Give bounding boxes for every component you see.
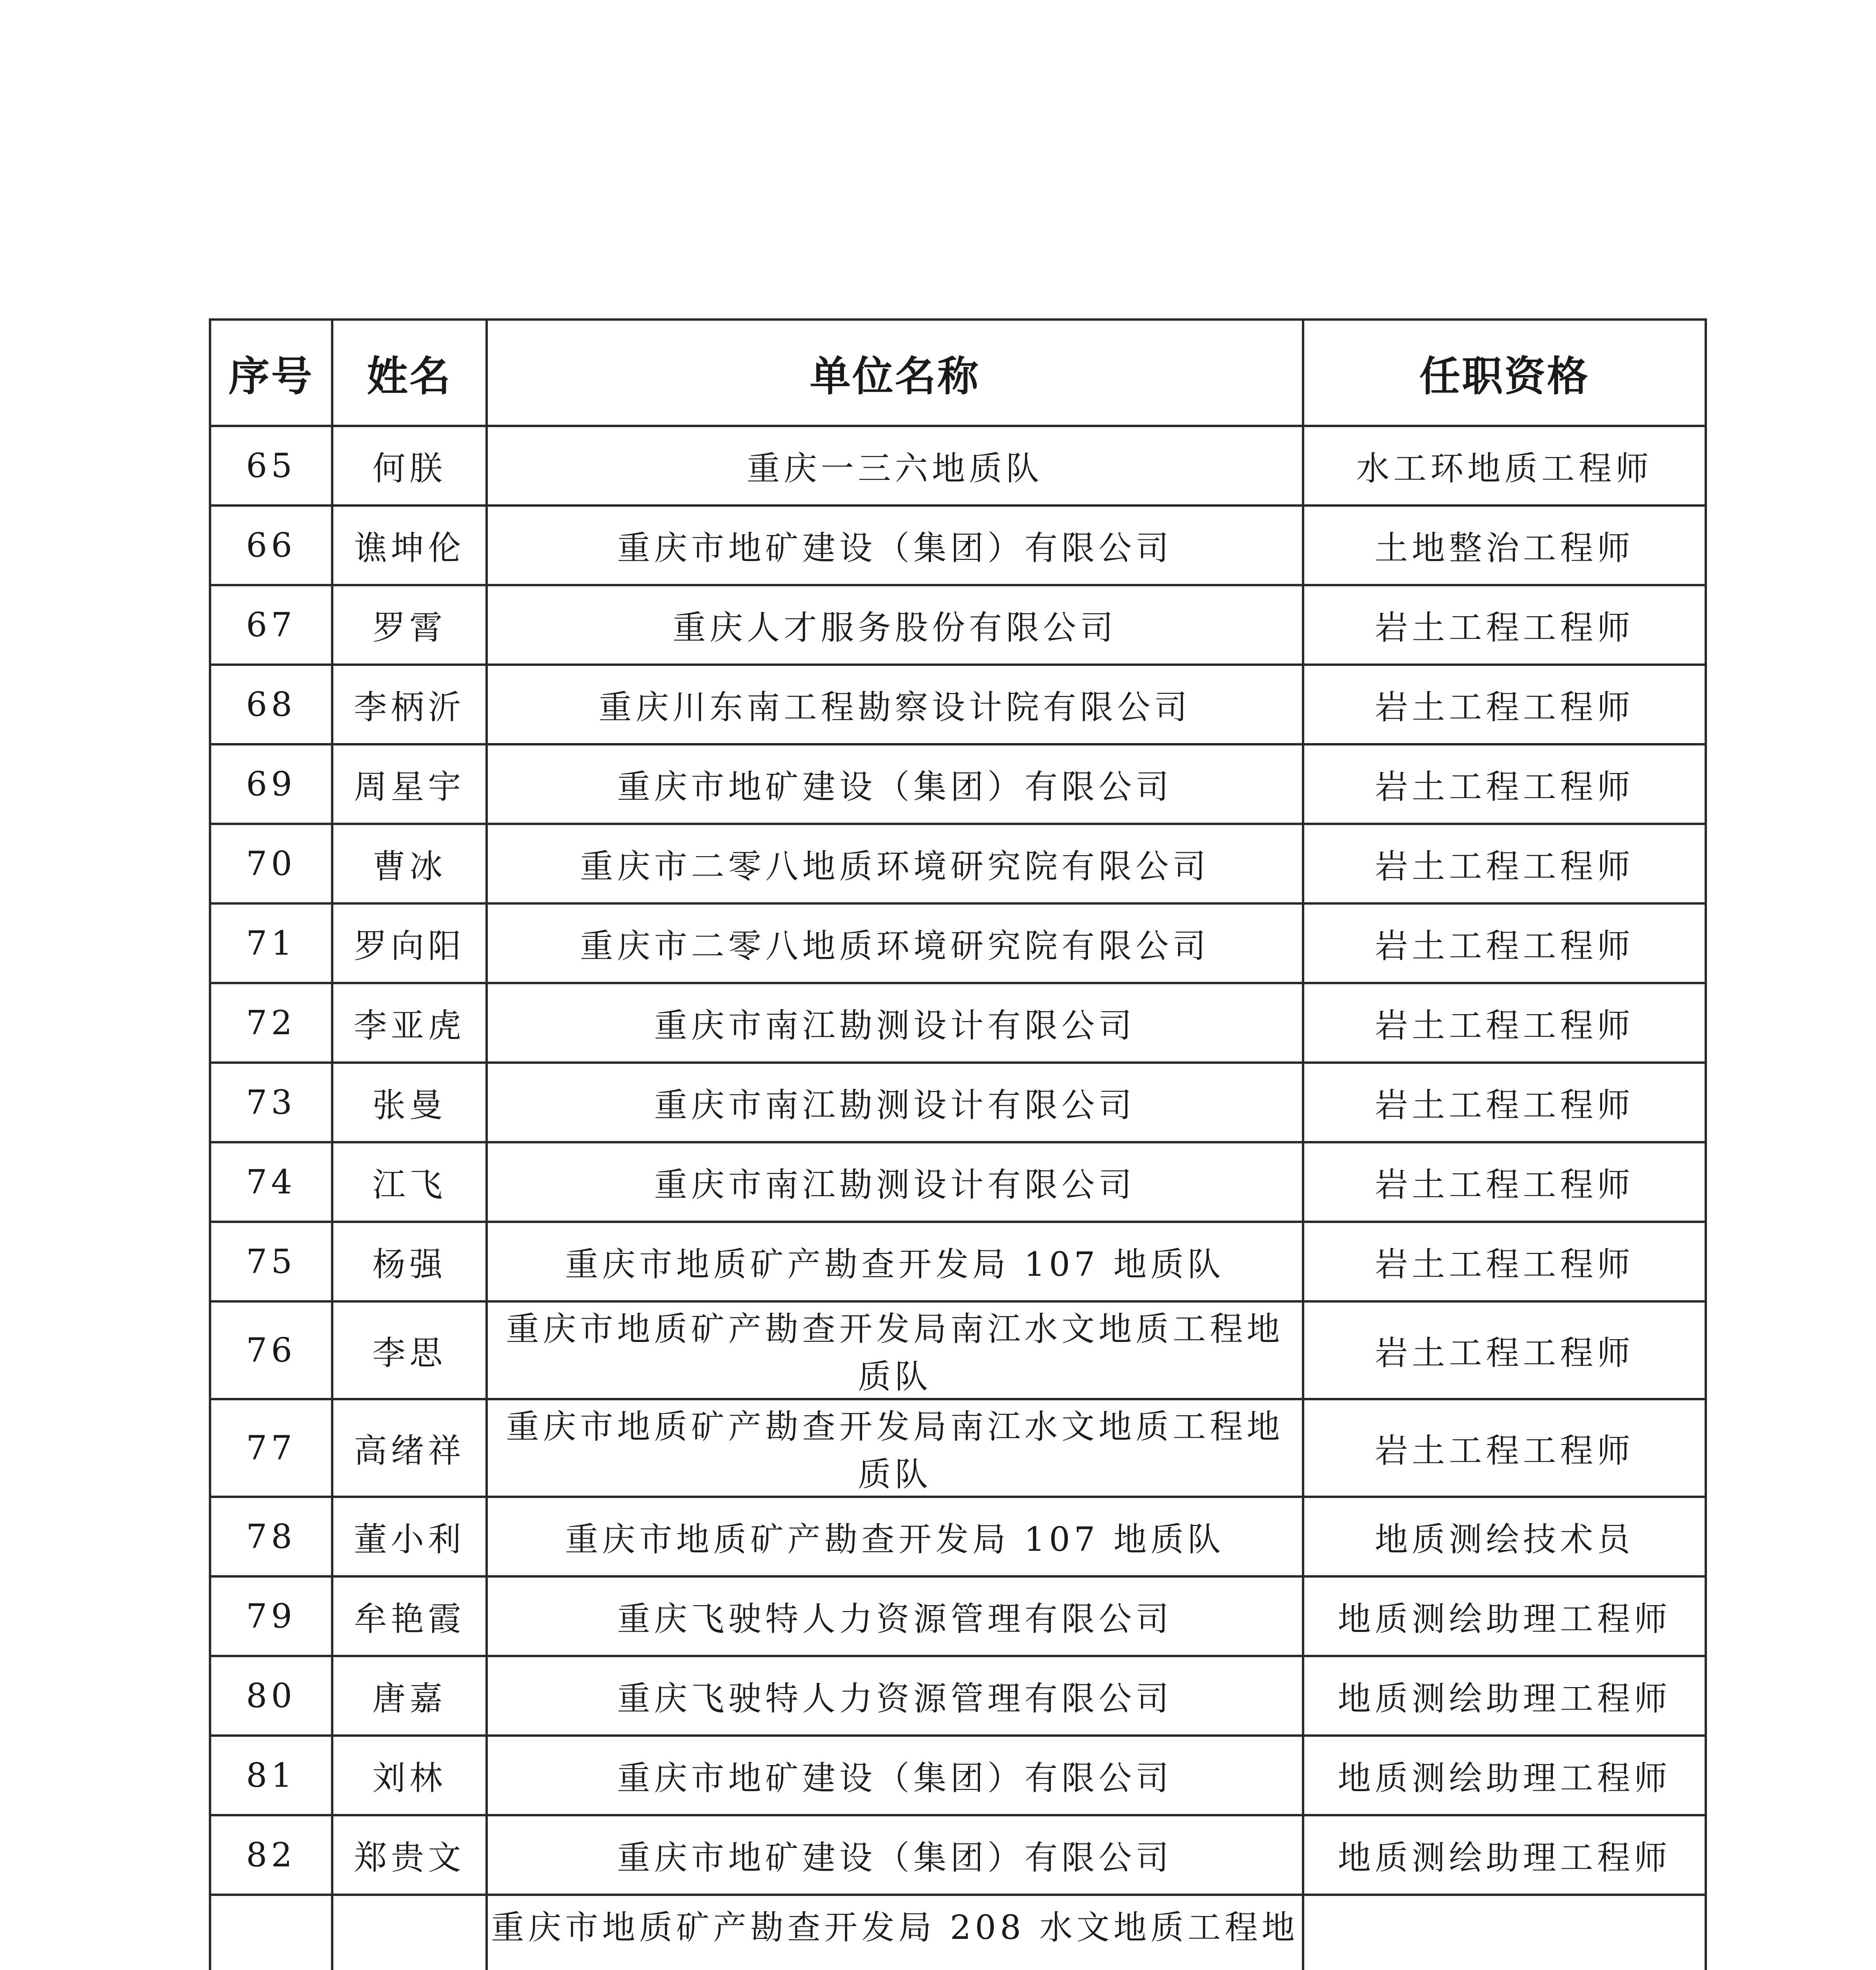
- table-body: [210, 426, 1706, 1970]
- table-row: [210, 1399, 1706, 1497]
- table-row: [210, 426, 1706, 506]
- person-name-cell: 李思: [332, 1301, 487, 1399]
- person-name-cell: 牟艳霞: [332, 1576, 487, 1656]
- person-name-cell: 董小利: [332, 1497, 487, 1576]
- unit-name-cell: [487, 1576, 1303, 1656]
- table-row: [210, 983, 1706, 1063]
- person-name-cell: 杨强: [332, 1222, 487, 1301]
- table-row: [210, 1656, 1706, 1736]
- person-name-cell: 李亚虎: [332, 983, 487, 1063]
- unit-name-line: 重庆市地矿建设（集团）有限公司: [617, 767, 1173, 806]
- table-row: [210, 1895, 1706, 1970]
- unit-name-cell: [487, 824, 1303, 903]
- unit-name-line: 重庆市地质矿产勘查开发局南江水文地质工程地质队: [506, 1407, 1284, 1494]
- qualification-cell: 地质测绘技术员: [1303, 1497, 1706, 1576]
- unit-name-cell: [487, 1497, 1303, 1576]
- person-name-cell: [332, 1895, 487, 1970]
- qualification-cell: 岩土工程工程师: [1303, 1399, 1706, 1497]
- unit-name-line: 重庆市地质矿产勘查开发局 107 地质队: [565, 1245, 1225, 1284]
- unit-name-cell: [487, 1142, 1303, 1222]
- unit-name-line: 重庆市地质矿产勘查开发局 208 水文地质工程地: [491, 1908, 1299, 1947]
- unit-name-cell: [487, 1063, 1303, 1142]
- serial-number-cell: 81: [210, 1736, 332, 1815]
- unit-name-cell: [487, 1895, 1303, 1970]
- unit-name-line: 重庆市南江勘测设计有限公司: [654, 1006, 1136, 1045]
- unit-name-line: 重庆市二零八地质环境研究院有限公司: [580, 926, 1210, 965]
- qualification-cell: 岩土工程工程师: [1303, 1063, 1706, 1142]
- serial-number-cell: 79: [210, 1576, 332, 1656]
- serial-number-cell: 66: [210, 506, 332, 585]
- qualification-cell: 岩土工程工程师: [1303, 1222, 1706, 1301]
- table-row: [210, 1576, 1706, 1656]
- unit-name-cell: [487, 1815, 1303, 1895]
- person-name-cell: 郑贵文: [332, 1815, 487, 1895]
- unit-name-line: 重庆市地质矿产勘查开发局 107 地质队: [565, 1520, 1225, 1559]
- unit-name-line: 重庆市南江勘测设计有限公司: [654, 1085, 1136, 1124]
- serial-number-cell: 74: [210, 1142, 332, 1222]
- table-row: [210, 903, 1706, 983]
- unit-name-line: 重庆飞驶特人力资源管理有限公司: [617, 1599, 1173, 1638]
- serial-number-cell: 65: [210, 426, 332, 506]
- qualification-cell: 岩土工程工程师: [1303, 665, 1706, 744]
- unit-name-line: 重庆川东南工程勘察设计院有限公司: [598, 688, 1191, 727]
- header-name: 姓名: [332, 320, 487, 426]
- table-row: [210, 1736, 1706, 1815]
- qualification-cell: 岩土工程工程师: [1303, 903, 1706, 983]
- unit-name-cell: [487, 1399, 1303, 1497]
- serial-number-cell: 70: [210, 824, 332, 903]
- unit-name-cell: [487, 1222, 1303, 1301]
- unit-name-line: 重庆市地矿建设（集团）有限公司: [617, 528, 1173, 567]
- person-name-cell: 高绪祥: [332, 1399, 487, 1497]
- person-name-cell: 周星宇: [332, 744, 487, 824]
- serial-number-cell: 75: [210, 1222, 332, 1301]
- qualification-roster-table: [209, 318, 1707, 1970]
- qualification-cell: 岩土工程工程师: [1303, 585, 1706, 665]
- qualification-cell: 地质测绘助理工程师: [1303, 1576, 1706, 1656]
- unit-name-cell: [487, 1736, 1303, 1815]
- person-name-cell: 何朕: [332, 426, 487, 506]
- unit-name-line: 重庆飞驶特人力资源管理有限公司: [617, 1679, 1173, 1718]
- table-row: [210, 1142, 1706, 1222]
- person-name-cell: 李柄沂: [332, 665, 487, 744]
- serial-number-cell: 82: [210, 1815, 332, 1895]
- table-row: [210, 1497, 1706, 1576]
- person-name-cell: 罗霄: [332, 585, 487, 665]
- unit-name-cell: [487, 744, 1303, 824]
- unit-name-cell: [487, 1656, 1303, 1736]
- table-header-row: [210, 320, 1706, 426]
- table-row: [210, 824, 1706, 903]
- header-qualification: 任职资格: [1303, 320, 1706, 426]
- table-row: [210, 585, 1706, 665]
- unit-name-cell: [487, 585, 1303, 665]
- unit-name-cell: [487, 426, 1303, 506]
- table-row: [210, 1063, 1706, 1142]
- qualification-cell: 地质测绘助理工程师: [1303, 1656, 1706, 1736]
- serial-number-cell: 67: [210, 585, 332, 665]
- unit-name-cell: [487, 665, 1303, 744]
- table-row: [210, 506, 1706, 585]
- qualification-cell: 岩土工程工程师: [1303, 1142, 1706, 1222]
- qualification-cell: 岩土工程工程师: [1303, 983, 1706, 1063]
- person-name-cell: 张曼: [332, 1063, 487, 1142]
- serial-number-cell: 68: [210, 665, 332, 744]
- person-name-cell: 刘林: [332, 1736, 487, 1815]
- table-row: [210, 1815, 1706, 1895]
- qualification-cell: 岩土工程工程师: [1303, 744, 1706, 824]
- unit-name-cell: [487, 903, 1303, 983]
- person-name-cell: 谯坤伦: [332, 506, 487, 585]
- qualification-cell: 地质测绘助理工程师: [1303, 1736, 1706, 1815]
- header-unit-name: 单位名称: [487, 320, 1303, 426]
- table-row: [210, 1301, 1706, 1399]
- unit-name-line: 重庆市地矿建设（集团）有限公司: [617, 1838, 1173, 1877]
- serial-number-cell: 72: [210, 983, 332, 1063]
- person-name-cell: 罗向阳: [332, 903, 487, 983]
- serial-number-cell: 71: [210, 903, 332, 983]
- qualification-cell: 土地整治工程师: [1303, 506, 1706, 585]
- unit-name-cell: [487, 506, 1303, 585]
- qualification-cell: [1303, 1895, 1706, 1970]
- table-row: [210, 744, 1706, 824]
- serial-number-cell: 76: [210, 1301, 332, 1399]
- person-name-cell: 唐嘉: [332, 1656, 487, 1736]
- qualification-cell: 水工环地质工程师: [1303, 426, 1706, 506]
- serial-number-cell: 77: [210, 1399, 332, 1497]
- unit-name-cell: [487, 983, 1303, 1063]
- qualification-cell: 岩土工程工程师: [1303, 824, 1706, 903]
- unit-name-line: 重庆人才服务股份有限公司: [672, 608, 1117, 647]
- serial-number-cell: [210, 1895, 332, 1970]
- person-name-cell: 曹冰: [332, 824, 487, 903]
- unit-name-line: 重庆市地矿建设（集团）有限公司: [617, 1758, 1173, 1797]
- serial-number-cell: 73: [210, 1063, 332, 1142]
- unit-name-cell: [487, 1301, 1303, 1399]
- unit-name-line: 重庆市地质矿产勘查开发局南江水文地质工程地质队: [506, 1310, 1284, 1396]
- header-serial-number: 序号: [210, 320, 332, 426]
- unit-name-line: 重庆市二零八地质环境研究院有限公司: [580, 847, 1210, 886]
- serial-number-cell: 78: [210, 1497, 332, 1576]
- table-row: [210, 665, 1706, 744]
- unit-name-line: 重庆一三六地质队: [746, 449, 1043, 488]
- person-name-cell: 江飞: [332, 1142, 487, 1222]
- qualification-cell: 地质测绘助理工程师: [1303, 1815, 1706, 1895]
- table-row: [210, 1222, 1706, 1301]
- serial-number-cell: 80: [210, 1656, 332, 1736]
- serial-number-cell: 69: [210, 744, 332, 824]
- qualification-cell: 岩土工程工程师: [1303, 1301, 1706, 1399]
- unit-name-line: 重庆市南江勘测设计有限公司: [654, 1165, 1136, 1204]
